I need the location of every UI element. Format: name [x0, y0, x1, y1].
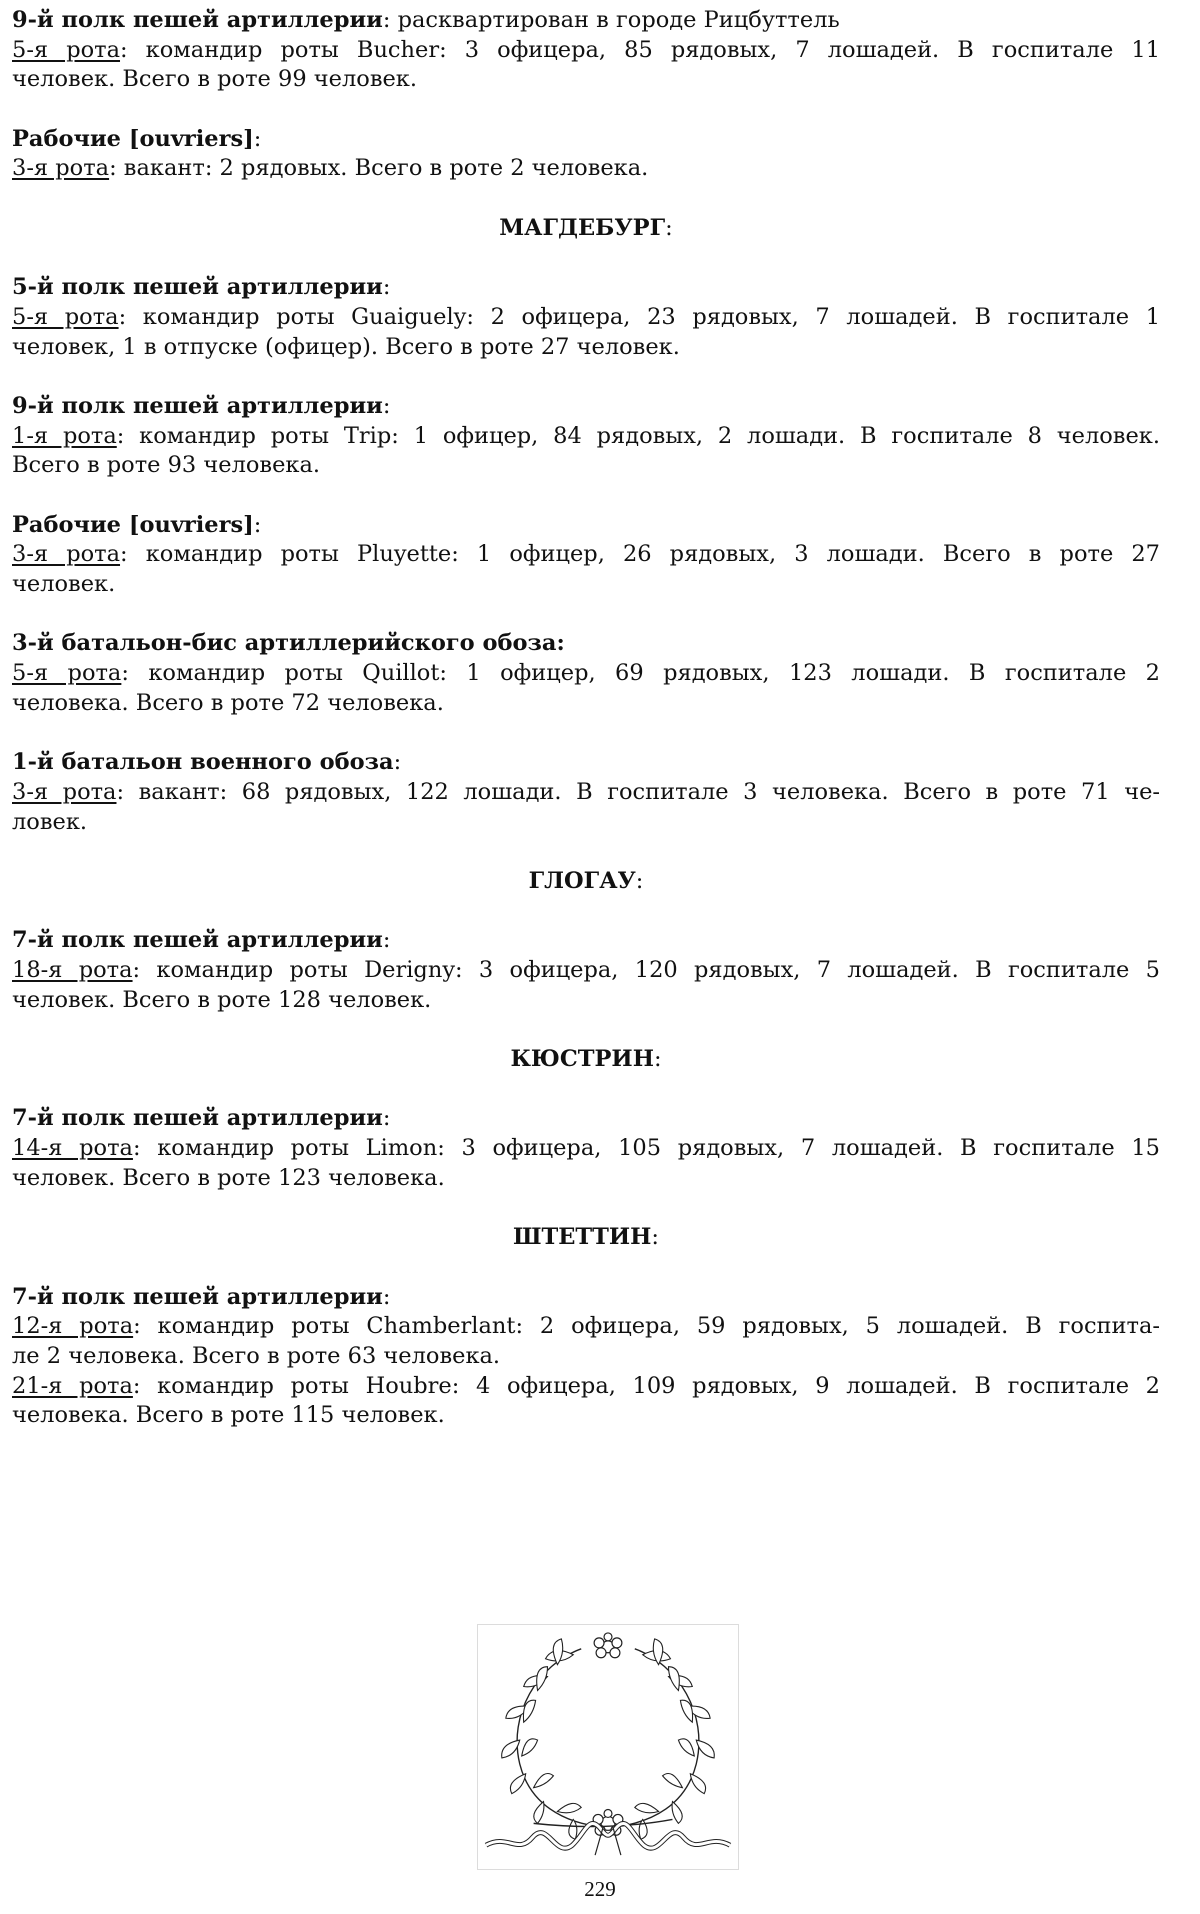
city-name: ШТЕТТИН: [512, 1224, 652, 1251]
company-entry-line: [12, 1312, 1160, 1342]
city-heading: [12, 867, 1160, 897]
company-text: Всего в роте 93 человека.: [12, 452, 321, 479]
unit-heading: [12, 926, 1160, 956]
company-text: человек. Всего в роте 123 человека.: [12, 1164, 445, 1191]
unit-name: 9-й полк пешей артиллерии: [12, 392, 383, 419]
unit-heading: [12, 1283, 1160, 1313]
city-heading: [12, 214, 1160, 244]
company-text: : командир роты Chamberlant: 2 офицера, 59 рядовых, 5 лошадей. В госпита-: [133, 1313, 1160, 1340]
company-entry-line: [12, 570, 1160, 600]
company-text: : командир роты Guaiguely: 2 офицера, 23 рядовых, 7 лошадей. В госпитале 1: [118, 303, 1160, 330]
document-page: [12, 6, 1160, 1431]
unit-suffix: :: [253, 125, 262, 152]
company-entry-line: [12, 1372, 1160, 1402]
unit-name: 9-й полк пешей артиллерии: [12, 7, 383, 33]
company-entry-line: [12, 778, 1160, 808]
company-text: : командир роты Houbre: 4 офицера, 109 рядовых, 9 лошадей. В госпитале 2: [132, 1372, 1160, 1399]
unit-suffix: :: [382, 274, 391, 301]
company-text: человек.: [12, 571, 116, 598]
company-entry-line: [12, 451, 1160, 481]
company-text: : командир роты Quillot: 1 офицер, 69 рядовых, 123 лошади. В госпитале 2: [121, 660, 1160, 687]
company-text: ловек.: [12, 808, 88, 835]
unit-heading: [12, 511, 1160, 541]
company-label: 5-я рота: [12, 303, 119, 330]
unit-heading: [12, 1104, 1160, 1134]
company-text: человек. Всего в роте 99 человек.: [12, 66, 418, 93]
city-heading: [12, 1045, 1160, 1075]
unit-name: 7-й полк пешей артиллерии: [12, 927, 383, 954]
company-label: 12-я рота: [12, 1313, 134, 1340]
laurel-wreath-icon: [478, 1625, 738, 1869]
company-entry-line: [12, 659, 1160, 689]
company-text: : вакант: 2 рядовых. Всего в роте 2 человека.: [109, 155, 649, 182]
company-label: 21-я рота: [12, 1372, 133, 1399]
company-entry-line: [12, 422, 1160, 452]
company-entry-line: [12, 689, 1160, 719]
unit-suffix: :: [393, 749, 402, 776]
company-entry-line: [12, 65, 1160, 95]
unit-heading: [12, 629, 1160, 659]
unit-heading: [12, 6, 1160, 36]
page-number: 229: [584, 1877, 616, 1901]
company-text: : командир роты Pluyette: 1 офицер, 26 рядовых, 3 лошади. Всего в роте 27: [120, 541, 1160, 568]
laurel-wreath-ornament: [477, 1624, 739, 1870]
unit-name: 1-й батальон военного обоза: [12, 749, 394, 776]
unit-suffix: :: [382, 927, 391, 954]
unit-suffix: :: [253, 511, 262, 538]
company-entry-line: [12, 1164, 1160, 1194]
unit-name: 3-й батальон-бис артиллерийского обоза:: [12, 630, 565, 657]
company-text: человека. Всего в роте 72 человека.: [12, 689, 444, 716]
city-name: ГЛОГАУ: [528, 867, 636, 894]
company-text: : командир роты Trip: 1 офицер, 84 рядовых, 2 лошади. В госпитале 8 человек.: [116, 422, 1160, 449]
company-entry-line: [12, 986, 1160, 1016]
company-entry-line: [12, 154, 1160, 184]
company-label: 5-я рота: [12, 36, 121, 63]
company-text: ле 2 человека. Всего в роте 63 человека.: [12, 1342, 501, 1369]
city-heading: [12, 1223, 1160, 1253]
company-entry-line: [12, 1342, 1160, 1372]
company-entry-line: [12, 540, 1160, 570]
company-entry-line: [12, 303, 1160, 333]
company-text: : командир роты Bucher: 3 офицера, 85 рядовых, 7 лошадей. В госпитале 11: [120, 36, 1160, 63]
company-entry-line: [12, 1401, 1160, 1431]
company-text: человек, 1 в отпуске (офицер). Всего в роте 27 человек.: [12, 333, 680, 360]
city-name: КЮСТРИН: [510, 1046, 654, 1073]
city-suffix: :: [653, 1046, 662, 1073]
company-entry-line: [12, 36, 1160, 66]
unit-name: Рабочие [ouvriers]: [12, 511, 254, 538]
company-text: : вакант: 68 рядовых, 122 лошади. В госпитале 3 человека. Всего в роте 71 че-: [116, 778, 1160, 805]
company-label: 3-я рота: [12, 155, 110, 182]
company-label: 5-я рота: [12, 660, 122, 687]
unit-name: 7-й полк пешей артиллерии: [12, 1105, 383, 1132]
company-entry-line: [12, 333, 1160, 363]
company-text: : командир роты Limon: 3 офицера, 105 рядовых, 7 лошадей. В госпитале 15: [132, 1135, 1160, 1162]
unit-name: 5-й полк пешей артиллерии: [12, 274, 383, 301]
unit-suffix: :: [382, 1283, 391, 1310]
unit-suffix: :: [382, 1105, 391, 1132]
company-text: человека. Всего в роте 115 человек.: [12, 1402, 445, 1429]
unit-name: 7-й полк пешей артиллерии: [12, 1283, 383, 1310]
company-label: 1-я рота: [12, 422, 117, 449]
company-text: : командир роты Derigny: 3 офицера, 120 рядовых, 7 лошадей. В госпитале 5: [132, 957, 1160, 983]
unit-heading: [12, 748, 1160, 778]
company-entry-line: [12, 1134, 1160, 1164]
unit-heading: [12, 273, 1160, 303]
city-suffix: :: [635, 867, 644, 894]
company-label: 14-я рота: [12, 1135, 133, 1162]
company-entry-line: [12, 956, 1160, 986]
company-label: 18-я рота: [12, 957, 133, 983]
company-label: 3-я рота: [12, 778, 117, 805]
unit-suffix: :: [382, 392, 391, 419]
unit-heading: [12, 125, 1160, 155]
company-text: человек. Всего в роте 128 человек.: [12, 986, 432, 1013]
city-suffix: :: [651, 1224, 660, 1251]
city-suffix: :: [665, 214, 673, 241]
company-entry-line: [12, 808, 1160, 838]
company-label: 3-я рота: [12, 541, 121, 568]
unit-suffix: : расквартирован в городе Рицбуттель: [382, 7, 840, 33]
unit-name: Рабочие [ouvriers]: [12, 125, 254, 152]
city-name: МАГДЕБУРГ: [499, 214, 666, 241]
unit-heading: [12, 392, 1160, 422]
